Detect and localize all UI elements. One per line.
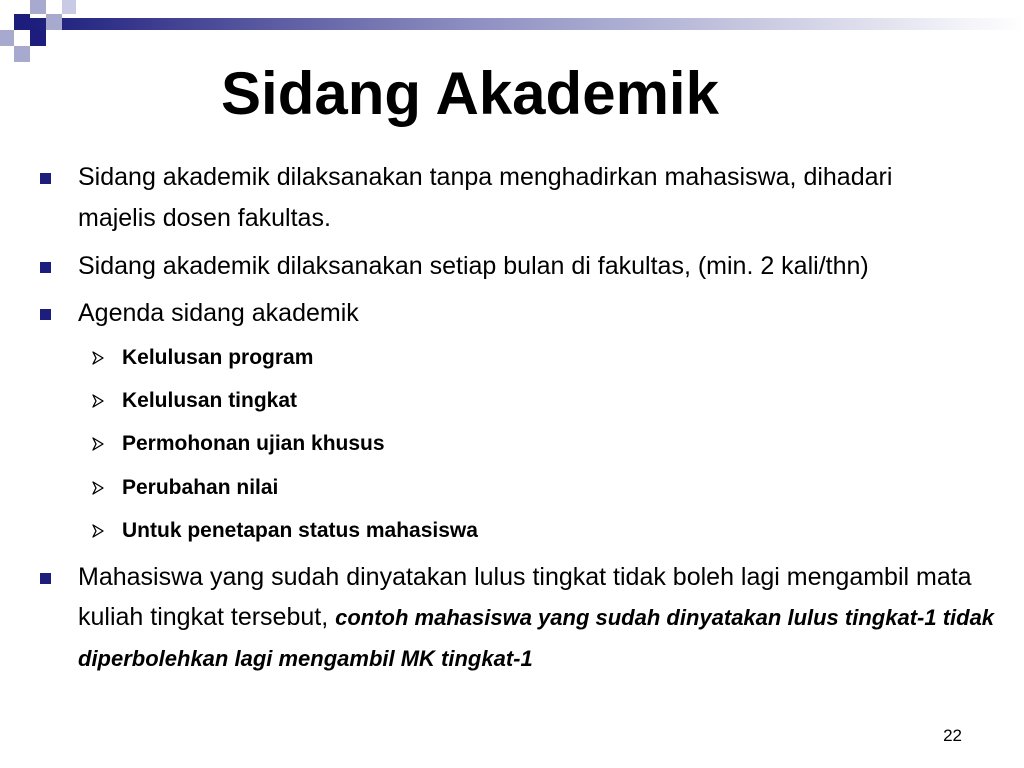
chevron-right-icon — [91, 481, 105, 495]
bullet-square — [40, 262, 51, 273]
chevron-right-icon — [91, 351, 105, 365]
bullet-text: Sidang akademik dilaksanakan tanpa menghadirkan mahasiswa, dihadari majelis dosen fakultas. — [78, 163, 893, 232]
slide-title: Sidang Akademik — [221, 60, 719, 127]
agenda-item: Kelulusan program — [122, 346, 314, 369]
bullet-square — [40, 309, 51, 320]
chevron-right-icon — [91, 437, 105, 451]
bullet-text-main: Mahasiswa yang sudah dinyatakan lulus tingkat tidak boleh lagi mengambil mata kuliah tingkat tersebut, — [78, 563, 972, 631]
agenda-item: Kelulusan tingkat — [122, 389, 298, 412]
bullet-square — [40, 173, 51, 184]
bullet-text: Agenda sidang akademik — [78, 299, 359, 327]
agenda-item: Permohonan ujian khusus — [122, 432, 385, 455]
bullet-text-emphasis: contoh mahasiswa yang sudah dinyatakan lulus tingkat-1 tidak diperbolehkan lagi mengambil MK tingkat-1 — [78, 605, 995, 671]
bullet-square — [40, 573, 51, 584]
page-number: 22 — [943, 726, 962, 745]
bullet-text: Sidang akademik dilaksanakan setiap bulan di fakultas, (min. 2 kali/thn) — [78, 252, 869, 280]
bullet-text — [78, 557, 1008, 679]
agenda-item: Perubahan nilai — [122, 476, 279, 499]
chevron-right-icon — [91, 524, 105, 538]
agenda-item: Untuk penetapan status mahasiswa — [122, 519, 478, 542]
chevron-right-icon — [91, 394, 105, 408]
